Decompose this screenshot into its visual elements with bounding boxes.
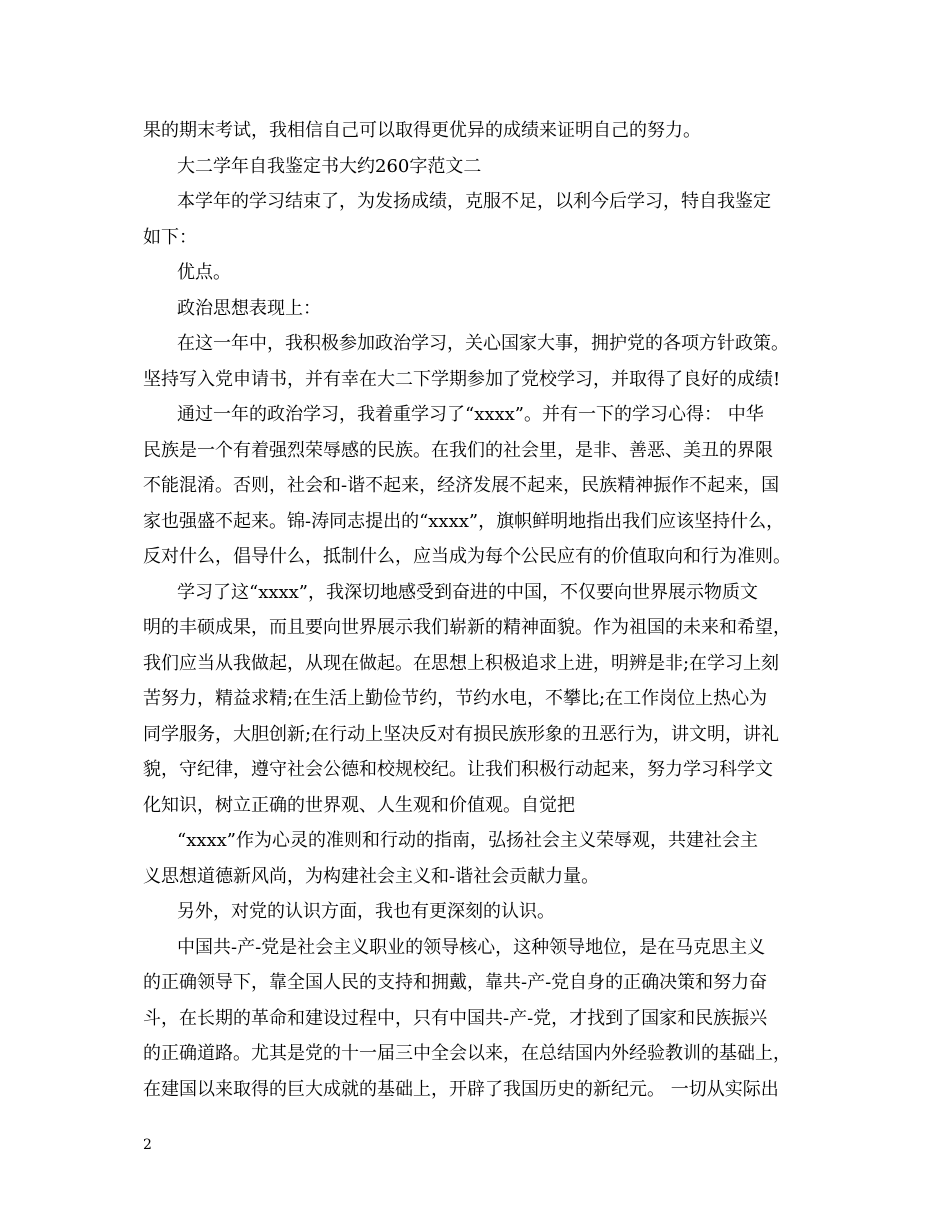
text-line: 明的丰硕成果，而且要向世界展示我们崭新的精神面貌。作为祖国的未来和希望，	[143, 617, 791, 638]
text-line: 如下：	[143, 226, 197, 248]
text-line: 本学年的学习结束了，为发扬成绩，克服不足，以利今后学习，特自我鉴定	[177, 191, 771, 212]
text-line: 大二学年自我鉴定书大约260字范文二	[177, 155, 482, 177]
text-line: “xxxx”作为心灵的准则和行动的指南，弘扬社会主义荣辱观，共建社会主	[177, 830, 759, 851]
text-line: 貌，守纪律，遵守社会公德和校规校纪。让我们积极行动起来，努力学习科学文	[143, 759, 773, 780]
text-line: 学习了这“xxxx”，我深切地感受到奋进的中国，不仅要向世界展示物质文	[177, 581, 759, 603]
text-line: 优点。	[177, 262, 231, 283]
text-line: 化知识，树立正确的世界观、人生观和价值观。自觉把	[143, 794, 575, 816]
text-line: 果的期末考试，我相信自己可以取得更优异的成绩来证明自己的努力。	[143, 120, 701, 141]
text-line: 苦努力，精益求精;在生活上勤俭节约，节约水电，不攀比;在工作岗位上热心为	[143, 688, 768, 709]
text-line: 通过一年的政治学习，我着重学习了“xxxx”。并有一下的学习心得： 中华	[177, 404, 764, 425]
text-line: 民族是一个有着强烈荣辱感的民族。在我们的社会里，是非、善恶、美丑的界限	[143, 439, 773, 461]
text-line: 同学服务，大胆创新;在行动上坚决反对有损民族形象的丑恶行为，讲文明，讲礼	[143, 723, 780, 745]
page-number: 2	[143, 1137, 152, 1153]
text-line: 在建国以来取得的巨大成就的基础上，开辟了我国历史的新纪元。 一切从实际出	[143, 1078, 779, 1100]
text-line: 不能混淆。否则，社会和-谐不起来，经济发展不起来，民族精神振作不起来，国	[143, 475, 780, 496]
body-text	[143, 113, 813, 1107]
text-line: 斗，在长期的革命和建设过程中，只有中国共-产-党，才找到了国家和民族振兴	[143, 1007, 768, 1029]
text-line: 另外，对党的认识方面，我也有更深刻的认识。	[177, 901, 555, 922]
text-line: 反对什么，倡导什么，抵制什么，应当成为每个公民应有的价值取向和行为准则。	[143, 546, 791, 567]
text-line: 坚持写入党申请书，并有幸在大二下学期参加了党校学习，并取得了良好的成绩!	[143, 368, 781, 390]
text-line: 家也强盛不起来。锦-涛同志提出的“xxxx”，旗帜鲜明地指出我们应该坚持什么，	[143, 510, 785, 532]
text-line: 在这一年中，我积极参加政治学习，关心国家大事，拥护党的各项方针政策。	[177, 333, 789, 354]
text-line: 的正确领导下，靠全国人民的支持和拥戴，靠共-产-党自身的正确决策和努力奋	[143, 972, 768, 993]
text-line: 的正确道路。尤其是党的十一届三中全会以来，在总结国内外经验教训的基础上，	[143, 1043, 791, 1064]
text-line: 义思想道德新风尚，为构建社会主义和-谐社会贡献力量。	[143, 865, 600, 887]
text-line: 我们应当从我做起，从现在做起。在思想上积极追求上进，明辨是非;在学习上刻	[143, 652, 780, 674]
text-line: 政治思想表现上：	[177, 297, 321, 319]
text-line: 中国共-产-党是社会主义职业的领导核心，这种领导地位，是在马克思主义	[177, 936, 766, 958]
